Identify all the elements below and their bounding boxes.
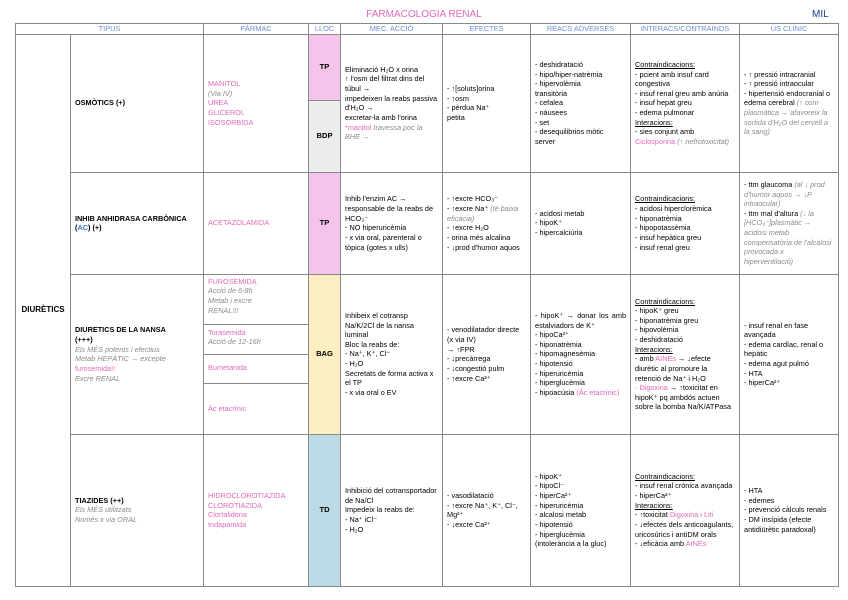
adverse-line: - hipoCa²⁺ <box>535 330 569 340</box>
mec-line: Secretats de forma activa x el TP <box>345 368 434 388</box>
inter-line: → ↓efecte diurètic al promoure la retenció de Na⁺ i H₂O <box>635 354 711 383</box>
mec-line: - H₂O <box>345 524 364 534</box>
adverse-line: (intolerància a la gluc) <box>535 539 607 549</box>
mec-line: - Na⁺, K⁺, Cl⁻ <box>345 349 391 359</box>
lloc-badge: BAG <box>309 274 341 434</box>
us-line: - ↑ pressió intracranial <box>744 69 816 79</box>
mec-cell <box>341 172 443 274</box>
inter-line: - hiponatrèmia <box>635 213 682 223</box>
efecte-line: - ↑excre Na⁺ <box>447 204 489 214</box>
section-label: DIURÈTICS <box>16 34 71 586</box>
efecte-line: - ↑[soluts]orina <box>447 84 495 94</box>
inter-line: - hipoK⁺ greu <box>635 306 679 316</box>
drug-note: Metab i excre <box>208 296 252 306</box>
group-cell <box>71 34 204 172</box>
group-label: INHIB ANHIDRASA CARBÒNICA <box>75 213 187 223</box>
efecte-line: - vasodilatació <box>447 491 494 501</box>
group-cell: INHIB ANHIDRASA CARBÒNICA (AC) (+) <box>71 172 204 274</box>
group-cell <box>71 434 204 586</box>
adverse-line: - hipomagnesèmia <box>535 349 596 359</box>
efecte-line: - ↑excre HCO₃⁻ <box>447 194 499 204</box>
adverse-line: - hipercalciúria <box>535 228 583 238</box>
adverse-line: - hipoacúsia <box>535 387 575 397</box>
drug-cell <box>204 274 309 434</box>
inter-drug: - Digoxina <box>635 383 668 393</box>
inter-line: - insuf renal greu <box>635 242 690 252</box>
drug-name: ACETAZOLAMIDA <box>208 218 270 228</box>
adverse-line: - hipotensió <box>535 359 573 369</box>
us-line: edema cerebral <box>744 98 795 108</box>
efecte-line: - ↑excre H₂O <box>447 223 489 233</box>
inter-line: - edema pulmonar <box>635 108 695 118</box>
us-line: - insuf renal en fase avançada <box>744 320 809 340</box>
mec-line: ↑ l'osm del filtrat dins del túbul → <box>345 74 425 94</box>
mec-line: - Na⁺ iCl⁻ <box>345 515 378 525</box>
us-cell <box>740 434 839 586</box>
adverse-line: - hipoCl⁻ <box>535 481 565 491</box>
inter-line: - ↑toxicitat <box>635 510 668 520</box>
header-tipus: TIPUS <box>16 24 204 35</box>
efecte-line: - ↓congestió pulm <box>447 363 505 373</box>
mec-line: Inhibició del cotransportador de Na/Cl <box>345 486 437 505</box>
table-row <box>16 274 839 434</box>
adverse-line: - cefalea <box>535 98 564 108</box>
header-mec-accio: MEC. ACCIÓ <box>341 24 443 35</box>
drug-note: Acció de 12-16h <box>208 337 261 347</box>
efecte-line: - ↓prod d'humor aquos <box>447 242 520 252</box>
group-note: Els MÉS potents i efectius <box>75 344 160 354</box>
efectes-cell <box>443 172 531 274</box>
mec-note: travessa poc la BHE → <box>345 122 423 142</box>
group-label: TIAZIDES (++) <box>75 495 124 505</box>
adverse-line: - desequilibrios mòtic <box>535 127 604 137</box>
us-line: - ttm glaucoma <box>744 179 793 189</box>
us-line: - hipertensió endocranial o <box>744 88 831 98</box>
adverse-line: - hipotensió <box>535 519 573 529</box>
us-note: (al ↓ prod d'humor aquos → ↓P intraocular) <box>744 179 825 209</box>
inter-line: - hipovolèmia <box>635 325 679 335</box>
mec-line: Inhibeix el cotransp Na/K/2Cl de la nansa luminal <box>345 310 414 340</box>
inter-heading: Interacions: <box>635 344 673 354</box>
us-cell <box>740 172 839 274</box>
drug-name: UREA <box>208 98 229 108</box>
drug-entry <box>204 275 308 325</box>
adverse-line: - hiperuricèmia <box>535 500 584 510</box>
efecte-line: - ↓precàrrega <box>447 354 491 364</box>
efecte-line: - ↑excre Na⁺, K⁺, Cl⁻, Mg²⁺ <box>447 500 518 520</box>
inter-line: - insuf hepat greu <box>635 98 692 108</box>
page-title: FARMACOLOGIA RENAL <box>366 9 482 20</box>
us-line: - ttm mal d'altura <box>744 208 799 218</box>
us-line: - edemes <box>744 495 775 505</box>
inter-line: - insuf renal greu amb anúria <box>635 88 729 98</box>
mec-line: Impedeix la reabs de: <box>345 505 415 515</box>
drug-name: HIDROCLOROTIAZIDA <box>208 491 286 501</box>
adverses-cell <box>531 34 631 172</box>
inter-heading: Contraindicacions: <box>635 194 696 204</box>
efectes-cell <box>443 34 531 172</box>
inter-heading: Contraindicacions: <box>635 59 696 69</box>
drug-name: Torasemida <box>208 327 246 337</box>
inter-line: - acidosi hiperclorèmica <box>635 204 712 214</box>
inter-line: - pcient amb insuf card congestiva <box>635 69 709 89</box>
us-line: - HTA <box>744 486 763 496</box>
efecte-note: (tè baixa eficàcia) <box>447 204 519 223</box>
efecte-line: - pèrdua Na⁺ <box>447 103 490 113</box>
mec-line: - NO hiperuricèmia <box>345 223 407 233</box>
drug-name: Àc etacrínic <box>208 403 247 413</box>
drug-note: RENAL!!! <box>208 305 239 315</box>
mec-line: - H₂O <box>345 359 364 369</box>
header-reacs-adverses: REACS ADVERSES <box>531 24 631 35</box>
group-note: furosemida!! <box>75 363 116 373</box>
group-note: Els MÉS utilitzats <box>75 505 132 515</box>
pharmacology-table <box>15 23 839 587</box>
inter-cell <box>631 172 740 274</box>
header-us-clinic: ÚS CLÍNIC <box>740 24 839 35</box>
inter-line: - sies conjunt amb <box>635 127 695 137</box>
inter-line: - ↓efectes dels anticoagulants, uricosúrics i antiDM orals <box>635 519 734 539</box>
mec-line: excretar-la amb l'orina <box>345 112 417 122</box>
mec-cell <box>341 274 443 434</box>
drug-cell <box>204 172 309 274</box>
drug-name: MANITOL <box>208 79 241 89</box>
inter-line: - hiponatrèmia greu <box>635 315 699 325</box>
efectes-cell <box>443 434 531 586</box>
inter-cell <box>631 274 740 434</box>
mec-cell <box>341 434 443 586</box>
group-cell <box>71 274 204 434</box>
drug-entry <box>204 355 308 384</box>
lloc-cell <box>309 34 341 172</box>
inter-line: → ↑toxicitat en hipoK⁺ pq ambdós actuen sobre la bomba Na/K/ATPasa <box>635 383 732 412</box>
header-farmac: FÀRMAC <box>204 24 309 35</box>
drug-note: (Via IV) <box>208 88 233 98</box>
group-note: Només x via ORAL <box>75 515 138 525</box>
inter-line: - ↓eficàcia amb <box>635 539 685 549</box>
adverse-line: - nàusees <box>535 108 568 118</box>
group-note: Metab HEPÀTIC → excepte <box>75 354 166 364</box>
group-note: Excre RENAL <box>75 373 121 383</box>
efecte-line: - ↑osm <box>447 93 469 103</box>
drug-note: Acció de 6-8h <box>208 286 253 296</box>
adverse-line: - set <box>535 117 550 127</box>
inter-line: - deshidratació <box>635 335 683 345</box>
adverse-line: - hipervolèmia <box>535 79 581 89</box>
us-cell <box>740 34 839 172</box>
inter-cell <box>631 34 740 172</box>
inter-line: - hipopotassèmia <box>635 223 691 233</box>
adverse-drug: (Àc etacrínic) <box>576 387 620 397</box>
efecte-line: → ↑FPR <box>447 344 475 354</box>
header-lloc: LLOC <box>309 24 341 35</box>
drug-name: CLOROTIAZIDA <box>208 500 262 510</box>
adverse-line: - hiponatrèmia <box>535 339 582 349</box>
mec-line: - x via oral o EV <box>345 387 397 397</box>
drug-entry <box>204 384 308 434</box>
adverse-line: - alcalosi metab <box>535 510 587 520</box>
adverses-cell <box>531 434 631 586</box>
us-line: - HTA <box>744 368 763 378</box>
mec-line: impedeixen la reabs passiva d'H₂O → <box>345 93 438 113</box>
adverses-cell <box>531 172 631 274</box>
adverse-line: - hipoK⁺ → donar los amb estalviadors de K⁺ <box>535 310 627 330</box>
drug-name: Bumetanida <box>208 362 247 372</box>
drug-cell <box>204 434 309 586</box>
adverse-line: server <box>535 136 556 146</box>
drug-name: Indapamida <box>208 519 247 529</box>
group-label: OSMÒTICS (+) <box>75 98 126 108</box>
lloc-badge: TP <box>309 172 341 274</box>
inter-heading: Interacions: <box>635 117 673 127</box>
adverse-line: - hipoK⁺ <box>535 218 562 228</box>
efecte-line: - orina més alcalina <box>447 232 511 242</box>
adverse-line: - hipoK⁺ <box>535 471 562 481</box>
inter-heading: Interacions: <box>635 500 673 510</box>
us-note: (↓ la [HCO₃⁻]plasmàtic → acidosi metab compensatòria de l'alcalosi provocada x hiperventilació) <box>744 208 832 266</box>
us-cell <box>740 274 839 434</box>
us-note: (↑ osm plasmàtica → afavoreix la sortida d'H₂O del cervell a la sang) <box>744 98 829 137</box>
inter-heading: Contraindicacions: <box>635 296 696 306</box>
adverse-line: - hiperCa²⁺ <box>535 491 572 501</box>
drug-cell <box>204 34 309 172</box>
adverse-line: - hipo/hiper-natrèmia <box>535 69 603 79</box>
drug-name: FUROSEMIDA <box>208 276 257 286</box>
efecte-line: - ↑excre Ca²⁺ <box>447 373 491 383</box>
table-row <box>16 434 839 586</box>
header-efectes: EFECTES <box>443 24 531 35</box>
adverse-line: - hiperuricèmia <box>535 368 584 378</box>
mec-line: - x via oral, parenteral o tòpica (gotes x ulls) <box>345 232 422 252</box>
inter-line: - insuf hepàtica greu <box>635 232 702 242</box>
efecte-line: - venodilatador directe (x via IV) <box>447 325 520 345</box>
mec-line: Eliminació H₂O x orina <box>345 64 419 74</box>
inter-drug: Digoxina i Liti <box>669 510 714 520</box>
inter-cell <box>631 434 740 586</box>
us-line: - ↑ pressió intraocular <box>744 79 814 89</box>
adverse-line: transitòria <box>535 88 568 98</box>
inter-note: (↑ nefrotoxicitat) <box>677 136 730 146</box>
drug-name: Clortalidona <box>208 510 247 520</box>
table-row <box>16 172 839 274</box>
inter-drug: Ciclosporina <box>635 136 676 146</box>
lloc-badge: BDP <box>309 101 340 172</box>
mec-line: Inhib l'enzim AC → <box>345 194 407 204</box>
mec-line: responsable de la reabs de HCO₃⁻ <box>345 204 434 223</box>
adverse-line: - hiperglucèmia <box>535 378 585 388</box>
mec-cell <box>341 34 443 172</box>
lloc-badge: TP <box>309 35 340 101</box>
lloc-badge: TD <box>309 434 341 586</box>
mec-line: Bloc la reabs de: <box>345 339 400 349</box>
inter-line: - hiperCa²⁺ <box>635 491 672 501</box>
header-interacs: INTERACS/CONTRAINDS <box>631 24 740 35</box>
page-tag: MIL <box>812 9 829 20</box>
table-row <box>16 34 839 172</box>
efectes-cell <box>443 274 531 434</box>
adverses-cell <box>531 274 631 434</box>
efecte-line: petita <box>447 112 465 122</box>
us-line: - edema cardíac, renal o hepàtic <box>744 339 824 359</box>
us-line: - edema agut pulmó <box>744 359 809 369</box>
adverse-line: - deshidratació <box>535 59 583 69</box>
group-abbrev: AC <box>77 223 88 233</box>
mec-highlight: *manitol <box>345 122 372 132</box>
us-line: - hiperCa²⁺ <box>744 378 781 388</box>
drug-name: ISOSORBIDA <box>208 117 254 127</box>
adverse-line: - acidosi metab <box>535 208 585 218</box>
drug-entry <box>204 325 308 355</box>
group-strength: (+++) <box>75 335 93 345</box>
drug-name: GLICEROL <box>208 108 245 118</box>
group-label: DIURETICS DE LA NANSA <box>75 325 166 335</box>
inter-heading: Contraindicacions: <box>635 471 696 481</box>
us-line: - prevenció càlculs renals <box>744 505 827 515</box>
adverse-line: - hiperglucèmia <box>535 529 585 539</box>
inter-line: - insuf renal crònica avançada <box>635 481 733 491</box>
inter-drug: AINEs <box>685 539 707 549</box>
inter-line: - amb <box>635 354 654 364</box>
efecte-line: - ↓excre Ca²⁺ <box>447 519 491 529</box>
group-suffix: (+) <box>92 223 102 233</box>
inter-drug: AINEs <box>655 354 676 364</box>
us-line: - DM insípida (efecte antidiürètic paradoxal) <box>744 515 816 534</box>
